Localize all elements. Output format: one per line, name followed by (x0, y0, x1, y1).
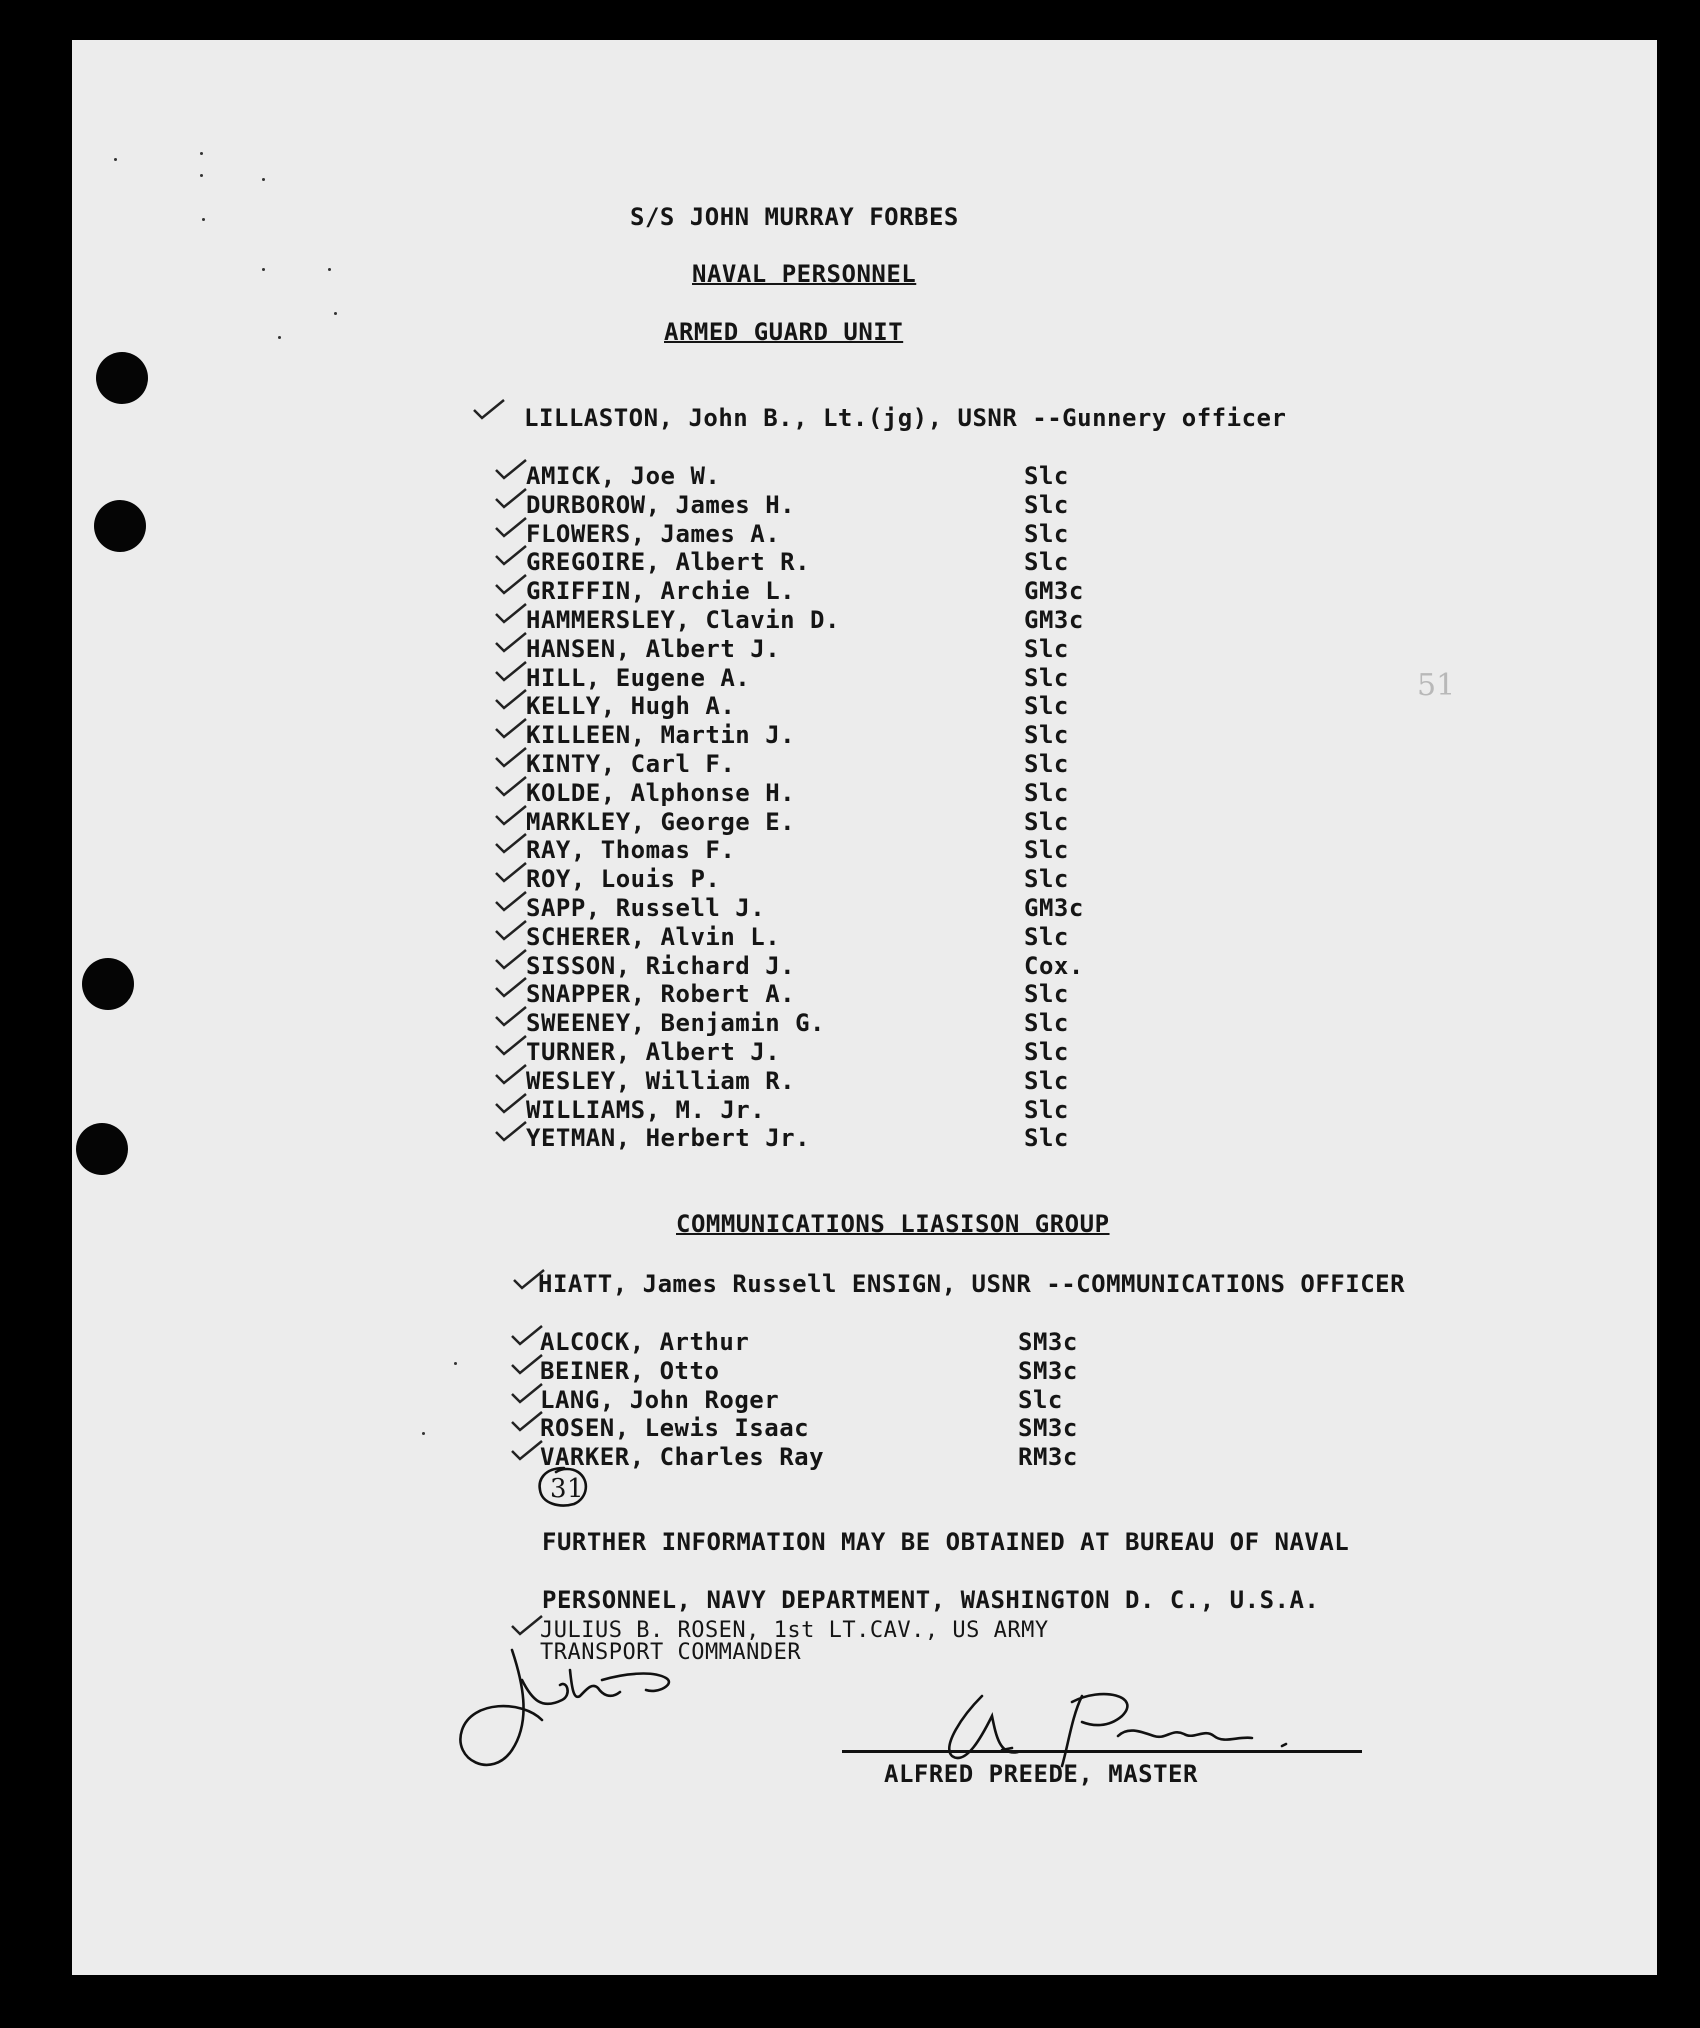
crew-rank: Slc (1024, 462, 1069, 490)
crew-name: SCHERER, Alvin L. (526, 922, 781, 951)
check-mark (494, 775, 528, 797)
crew-rank: GM3c (1024, 606, 1084, 634)
crew-rank: SM3c (1018, 1328, 1078, 1356)
check-mark (494, 458, 528, 480)
check-mark (494, 717, 528, 739)
crew-rank: Slc (1024, 980, 1069, 1009)
punch-hole (96, 352, 148, 404)
check-mark (494, 688, 528, 710)
crew-name: WILLIAMS, M. Jr. (526, 1095, 766, 1124)
speck (278, 336, 281, 339)
check-mark (472, 398, 506, 420)
communications-officer-line: HIATT, James Russell ENSIGN, USNR --COMMUNICATIONS OFFICER (538, 1270, 1406, 1298)
gunnery-officer-line: LILLASTON, John B., Lt.(jg), USNR --Gunnery officer (524, 404, 1287, 432)
check-mark (494, 660, 528, 682)
crew-rank: Slc (1024, 721, 1069, 750)
crew-rank: Slc (1024, 1124, 1069, 1153)
crew-rank: Slc (1024, 922, 1069, 951)
check-mark (494, 1092, 528, 1114)
crew-name: SISSON, Richard J. (526, 951, 796, 980)
check-mark (494, 861, 528, 883)
crew-name: GRIFFIN, Archie L. (526, 577, 796, 606)
check-mark (494, 890, 528, 912)
crew-rank: Slc (1024, 836, 1069, 865)
ship-title: S/S JOHN MURRAY FORBES (630, 203, 959, 231)
speck (262, 268, 265, 271)
crew-name: DURBOROW, James H. (526, 490, 796, 519)
commander-line-2: TRANSPORT COMMANDER (540, 1640, 802, 1665)
crew-rank: Slc (1024, 1038, 1069, 1066)
check-mark (494, 516, 528, 538)
crew-rank: Slc (1024, 1095, 1069, 1124)
crew-name: ROSEN, Lewis Isaac (540, 1414, 810, 1443)
check-mark (494, 544, 528, 566)
crew-rank: Slc (1024, 548, 1069, 577)
check-mark (494, 602, 528, 624)
check-mark (494, 832, 528, 854)
speck (114, 158, 117, 161)
crew-rank: RM3c (1018, 1443, 1078, 1472)
speck (200, 174, 203, 177)
crew-name: GREGOIRE, Albert R. (526, 548, 811, 577)
crew-rank: Slc (1024, 1066, 1069, 1095)
punch-hole (82, 958, 134, 1010)
check-mark (510, 1614, 544, 1636)
crew-name: RAY, Thomas F. (526, 836, 736, 865)
info-line-1: FURTHER INFORMATION MAY BE OBTAINED AT BUREAU OF NAVAL (542, 1528, 1350, 1556)
check-mark (494, 631, 528, 653)
check-mark (494, 573, 528, 595)
crew-rank: Slc (1024, 1009, 1069, 1038)
crew-rank: SM3c (1018, 1414, 1078, 1443)
check-mark (494, 948, 528, 970)
crew-name: SWEENEY, Benjamin G. (526, 1009, 825, 1038)
check-mark (510, 1410, 544, 1432)
crew-name: HAMMERSLEY, Clavin D. (526, 606, 840, 634)
master-name: ALFRED PREEDE, MASTER (884, 1760, 1198, 1788)
crew-name: SNAPPER, Robert A. (526, 980, 796, 1009)
crew-name: TURNER, Albert J. (526, 1038, 781, 1066)
crew-name: ALCOCK, Arthur (540, 1328, 750, 1356)
crew-name: VARKER, Charles Ray (540, 1443, 825, 1472)
crew-rank: Slc (1024, 807, 1069, 836)
check-mark (510, 1324, 544, 1346)
speck (422, 1432, 425, 1435)
crew-name: SAPP, Russell J. (526, 894, 766, 922)
check-mark (510, 1439, 544, 1461)
crew-name: HANSEN, Albert J. (526, 634, 781, 663)
circled-count: 31 (550, 1474, 585, 1504)
crew-rank: Slc (1024, 865, 1069, 894)
punch-hole (94, 500, 146, 552)
crew-name: KOLDE, Alphonse H. (526, 778, 796, 807)
check-mark (494, 746, 528, 768)
crew-name: YETMAN, Herbert Jr. (526, 1124, 811, 1153)
crew-name: LANG, John Roger (540, 1385, 780, 1414)
communications-heading: COMMUNICATIONS LIASISON GROUP (676, 1210, 1110, 1238)
crew-rank: GM3c (1024, 577, 1084, 606)
crew-rank: Slc (1024, 663, 1069, 692)
speck (334, 312, 337, 315)
speck (262, 178, 265, 181)
crew-rank: Cox. (1024, 951, 1084, 980)
unit-heading: ARMED GUARD UNIT (664, 318, 904, 346)
crew-name: AMICK, Joe W. (526, 462, 721, 490)
crew-name: KINTY, Carl F. (526, 750, 736, 778)
crew-name: BEINER, Otto (540, 1356, 720, 1385)
document-page (72, 40, 1657, 1975)
check-mark (494, 919, 528, 941)
crew-name: HILL, Eugene A. (526, 663, 751, 692)
commander-line-1: JULIUS B. ROSEN, 1st LT.CAV., US ARMY (540, 1618, 1049, 1643)
speck (328, 268, 331, 271)
section-heading: NAVAL PERSONNEL (692, 260, 917, 288)
check-mark (494, 487, 528, 509)
margin-number: 51 (1417, 668, 1456, 703)
check-mark (494, 1120, 528, 1142)
crew-rank: Slc (1024, 750, 1069, 778)
crew-name: MARKLEY, George E. (526, 807, 796, 836)
crew-rank: Slc (1024, 519, 1069, 548)
crew-name: KELLY, Hugh A. (526, 692, 736, 721)
check-mark (494, 1034, 528, 1056)
crew-rank: Slc (1024, 692, 1069, 721)
check-mark (494, 1063, 528, 1085)
crew-rank: Slc (1018, 1385, 1063, 1414)
speck (454, 1362, 457, 1365)
signature-line (842, 1750, 1362, 1753)
check-mark (494, 976, 528, 998)
check-mark (494, 1005, 528, 1027)
crew-name: ROY, Louis P. (526, 865, 721, 894)
speck (202, 218, 205, 221)
info-line-2: PERSONNEL, NAVY DEPARTMENT, WASHINGTON D. C., U.S.A. (542, 1586, 1320, 1614)
crew-rank: Slc (1024, 490, 1069, 519)
handwritten-signature-commander (452, 1640, 712, 1790)
crew-name: FLOWERS, James A. (526, 519, 781, 548)
check-mark (510, 1353, 544, 1375)
check-mark (510, 1382, 544, 1404)
punch-hole (76, 1123, 128, 1175)
check-mark (494, 804, 528, 826)
crew-rank: Slc (1024, 778, 1069, 807)
speck (200, 152, 203, 155)
crew-name: WESLEY, William R. (526, 1066, 796, 1095)
crew-rank: GM3c (1024, 894, 1084, 922)
crew-name: KILLEEN, Martin J. (526, 721, 796, 750)
crew-rank: Slc (1024, 634, 1069, 663)
crew-rank: SM3c (1018, 1356, 1078, 1385)
